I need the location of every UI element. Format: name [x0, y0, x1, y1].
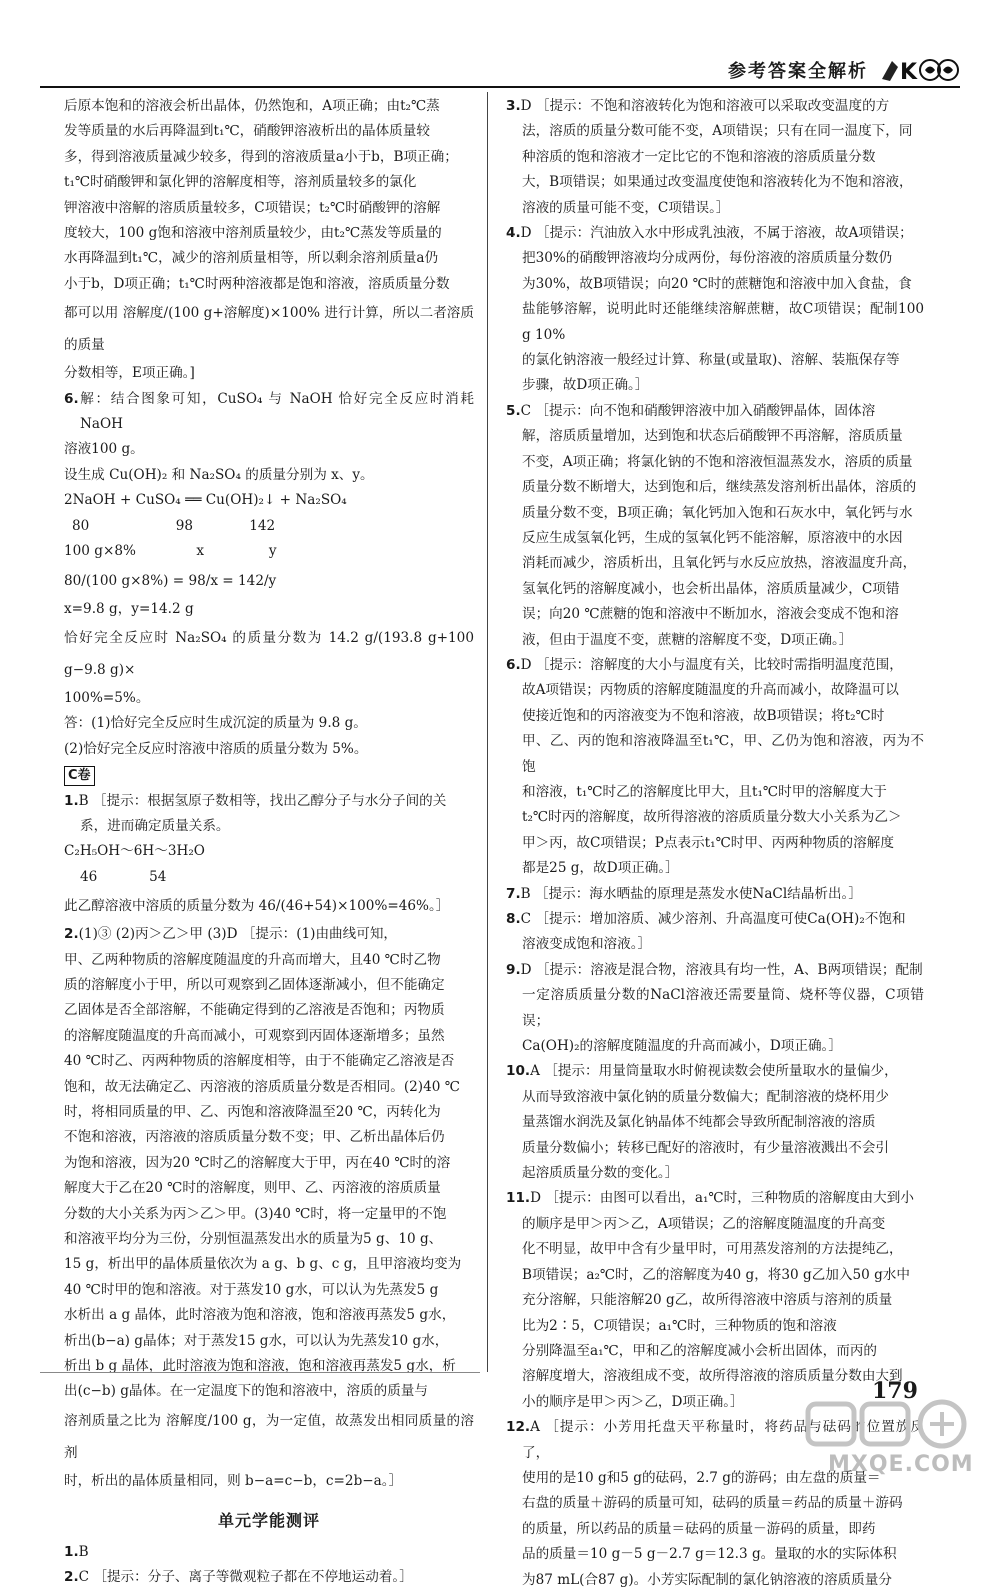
text-line: 答：(1)恰好完全反应时生成沉淀的质量为 9.8 g。 [64, 715, 367, 732]
text-line: 小的顺序是甲＞丙＞乙，D项正确。］ [522, 1393, 744, 1410]
text-line: 溶液100 g。 [64, 441, 144, 458]
text-line: 起溶质质量分数的变化。］ [522, 1165, 679, 1182]
text-line: 的溶解度随温度的升高而减小，可观察到丙固体逐渐增多；虽然 [64, 1027, 445, 1044]
text-line: 甲＞丙，故C项错误；P点表示t₁℃时甲、丙两种物质的溶解度 [522, 834, 894, 851]
text-line: 比为2∶5，C项错误；a₁℃时，三种物质的饱和溶液 [522, 1317, 837, 1334]
text-line: 法，溶质的质量分数可能不变，A项错误；只有在同一温度下，同 [522, 123, 913, 140]
question-number: 7. [506, 885, 521, 902]
text-line: 解度大于乙在20 ℃时的溶解度，则甲、乙、丙溶液的溶质质量 [64, 1180, 441, 1197]
text-line: 小于b，D项正确；t₁℃时两种溶液都是饱和溶液，溶质质量分数 [64, 275, 450, 292]
text-line: 一定溶质质量分数的NaCl溶液还需要量筒、烧杯等仪器，C项错误； [522, 987, 924, 1029]
equation-line: C₂H₅OH～6H～3H₂O [64, 843, 205, 860]
answer-item-3 [506, 94, 924, 119]
question-number: 9. [506, 961, 521, 978]
text-line: 的氯化钠溶液一般经过计算、称量(或量取)、溶解、装瓶保存等 [522, 352, 900, 369]
equation-line: 80/(100 g×8%) = 98/x = 142/y [64, 572, 277, 589]
text-line: 水再降温到t₁℃，减少的溶剂质量相等，所以剩余溶剂质量a仍 [64, 250, 439, 267]
text-line: (2)恰好完全反应时溶液中溶质的质量分数为 5%。 [64, 740, 368, 757]
text-line: 分数相等，E项正确。] [64, 365, 195, 382]
question-number: 1. [64, 792, 79, 809]
text-line: 液，但由于温度不变，蔗糖的溶解度不变，D项正确。］ [522, 631, 853, 648]
question-number: 1. [64, 1543, 79, 1560]
text-line: 种溶质的饱和溶液才一定比它的不饱和溶液的溶质质量分数 [522, 148, 876, 165]
question-number: 10. [506, 1063, 531, 1080]
text-line: B ［提示：海水晒盐的原理是蒸发水使NaCl结晶析出。］ [520, 885, 862, 902]
text-line: 此乙醇溶液中溶质的质量分数为 46/(46+54)×100%=46%。］ [64, 898, 450, 915]
question-number: 2. [64, 926, 79, 943]
text-line: D ［提示：溶解度的大小与温度有关，比较时需指明温度范围， [520, 656, 903, 673]
brand-logo-icon [878, 55, 960, 85]
text-line: 化不明显，故甲中含有少量甲时，可用蒸发溶剂的方法提纯乙， [522, 1241, 903, 1258]
text-line: 都可以用 溶解度/(100 g+溶解度)×100% 进行计算，所以二者溶质的质量 [64, 305, 474, 354]
answer-item-10 [506, 1059, 924, 1084]
text-line: C ［提示：分子、离子等微观粒子都在不停地运动着。］ [78, 1569, 413, 1586]
text-line: D ［提示：由图可以看出，a₁℃时，三种物质的溶解度由大到小 [530, 1190, 914, 1207]
text-line: 误；向20 ℃蔗糖的饱和溶液中不断加水，溶液会变成不饱和溶 [522, 606, 899, 623]
text-line: 解：结合图象可知，CuSO₄ 与 NaOH 恰好完全反应时消耗 NaOH [78, 390, 474, 433]
text-line: 充分溶解，只能溶解20 g乙，故所得溶液中溶质与溶剂的质量 [522, 1292, 893, 1309]
text-line: B [78, 1543, 89, 1560]
question-number: 6. [506, 656, 521, 673]
text-line: D ［提示：溶液是混合物，溶液具有均一性，A、B两项错误；配制 [520, 961, 923, 978]
question-number: 5. [506, 402, 521, 419]
header-rule [40, 86, 960, 88]
text-line: 分别降温至a₁℃，甲和乙的溶解度减小会析出固体，而丙的 [522, 1342, 878, 1359]
text-line: 右盘的质量＋游码的质量可知，砝码的质量＝药品的质量＋游码 [522, 1495, 903, 1512]
answer-item-8 [506, 907, 924, 932]
answer-item-7 [506, 882, 924, 907]
text-line: 大，B项错误；如果通过改变温度使饱和溶液转化为不饱和溶液， [522, 174, 913, 191]
answer-item-6 [506, 653, 924, 678]
question-number: 3. [506, 98, 521, 114]
answer-item-11 [506, 1186, 924, 1211]
text-line: 时，析出的晶体质量相同，则 b−a=c−b，c=2b−a。］ [64, 1472, 403, 1489]
answer-item-6 [64, 387, 474, 438]
text-line: 步骤，故D项正确。］ [522, 377, 649, 394]
text-line: 饱和，故无法确定乙、丙溶液的溶质质量分数是否相同。(2)40 ℃ [64, 1078, 460, 1095]
equation-line: 100 g×8% x y [64, 543, 277, 560]
text-line: 40 ℃时甲的饱和溶液。对于蒸发10 g水，可以认为先蒸发5 g [64, 1281, 439, 1298]
text-line: 从而导致溶液中氯化钠的质量分数偏大；配制溶液的烧杯用少 [522, 1088, 890, 1105]
header-title: 参考答案全解析 [728, 61, 868, 82]
question-number: 12. [506, 1419, 531, 1436]
text-line: 时，将相同质量的甲、乙、丙饱和溶液降温至20 ℃，丙转化为 [64, 1104, 441, 1120]
text-line: 和溶液平均分为三份，分别恒温蒸发出水的质量为5 g、10 g、 [64, 1231, 443, 1248]
text-line: A ［提示：小芳用托盘天平称量时，将药品与砝码的位置放反了， [522, 1419, 924, 1461]
equation-line: 80 98 142 [72, 517, 276, 534]
footer-rule [40, 1372, 480, 1373]
text-line: 质量分数不变，B项正确；氧化钙加入饱和石灰水中，氧化钙与水 [522, 504, 913, 521]
text-line: 和溶液，t₁℃时乙的溶解度比甲大，且t₁℃时甲的溶解度大于 [522, 783, 887, 800]
page-number: 179 [872, 1378, 918, 1404]
answer-item-9 [506, 958, 924, 983]
page-header [728, 52, 960, 88]
text-line: 氢氧化钙的溶解度减小，也会析出晶体，溶质质量减少，C项错 [522, 580, 900, 597]
text-line: 不变，A项正确；将氯化钠的不饱和溶液恒温蒸发水，溶质的质量 [522, 453, 913, 470]
text-line: A ［提示：用量筒量取水时俯视读数会使所量取水的量偏少， [530, 1063, 898, 1080]
text-line: 多，得到溶液质量减少较多，得到的溶液质量a小于b，B项正确； [64, 148, 458, 165]
text-line: D ［提示：不饱和溶液转化为饱和溶液可以采取改变温度的方 [520, 98, 890, 114]
text-line: 使用的是10 g和5 g的砝码，2.7 g的游码；由左盘的质量＝ [522, 1469, 881, 1486]
text-line: 消耗而减少，溶质析出，且氧化钙与水反应放热，溶液温度升高， [522, 555, 917, 572]
text-line: 甲、乙两种物质的溶解度随温度的升高而增大，且40 ℃时乙物 [64, 951, 441, 968]
text-line: 分数的大小关系为丙＞乙＞甲。(3)40 ℃时，将一定量甲的不饱 [64, 1205, 447, 1222]
question-number: 4. [506, 225, 521, 242]
text-line: 质量分数偏小；转移已配好的溶液时，有少量溶液溅出不会引 [522, 1139, 890, 1156]
question-number: 2. [64, 1569, 79, 1586]
text-line: 析出(b−a) g晶体；对于蒸发15 g水，可以认为先蒸发10 g水， [64, 1332, 449, 1349]
text-line: C ［提示：增加溶质、减少溶剂、升高温度可使Ca(OH)₂不饱和 [520, 911, 906, 927]
text-line: 为87 mL(合87 g)。小芳实际配制的氯化钠溶液的溶质质量分 [522, 1571, 892, 1588]
text-line: 40 ℃时乙、丙两种物质的溶解度相等，由于不能确定乙溶液是否 [64, 1053, 455, 1070]
text-line: 都是25 g，故D项正确。］ [522, 860, 679, 877]
text-line: 质量分数不断增大，达到饱和后，继续蒸发溶剂析出晶体，溶质的 [522, 479, 917, 496]
text-line: C ［提示：向不饱和硝酸钾溶液中加入硝酸钾晶体，固体溶 [520, 402, 876, 419]
text-line: 品的质量＝10 g－5 g－2.7 g＝12.3 g。量取的水的实际体积 [522, 1546, 897, 1563]
answer-item-c1 [64, 789, 474, 814]
unit-title: 单元学能测评 [217, 1511, 320, 1531]
text-line: 为饱和溶液，因为20 ℃时乙的溶解度大于甲，丙在40 ℃时的溶 [64, 1154, 451, 1171]
watermark-text: MXQE.COM [828, 1452, 974, 1477]
text-line: 钾溶液中溶解的溶质质量较多，C项错误；t₂℃时硝酸钾的溶解 [64, 199, 441, 216]
text-line: 水析出 a g 晶体，此时溶液为饱和溶液，饱和溶液再蒸发5 g水， [64, 1307, 456, 1324]
column-divider [487, 92, 488, 1372]
answer-item-5 [506, 399, 924, 424]
text-line: 发等质量的水后再降温到t₁℃，硝酸钾溶液析出的晶体质量较 [64, 123, 430, 140]
equation-line: 2NaOH + CuSO₄ ══ Cu(OH)₂↓ + Na₂SO₄ [64, 492, 347, 509]
text-line: 溶解度增大，溶液组成不变，故所得溶液的溶质质量分数由大到 [522, 1368, 903, 1385]
text-line: t₁℃时硝酸钾和氯化钾的溶解度相等，溶剂质量较多的氯化 [64, 174, 417, 191]
text-line: 不饱和溶液，丙溶液的溶质质量分数不变；甲、乙析出晶体后仍 [64, 1129, 445, 1146]
text-line: 溶液变成饱和溶液。］ [522, 936, 652, 953]
equation-line: 46 54 [80, 868, 167, 885]
text-line: B ［提示：根据氢原子数相等，找出乙醇分子与水分子间的关 [78, 792, 447, 809]
text-line: 析出 b g 晶体，此时溶液为饱和溶液，饱和溶液再蒸发5 g水，析 [64, 1358, 456, 1375]
text-line: 溶剂质量之比为 溶解度/100 g，为一定值，故蒸发出相同质量的溶剂 [64, 1412, 474, 1461]
question-number: 8. [506, 911, 521, 927]
answer-item-u1 [64, 1540, 474, 1565]
text-line: (1)③ (2)丙＞乙＞甲 (3)D ［提示：(1)由曲线可知， [78, 926, 398, 943]
text-line: 甲、乙、丙的饱和溶液降温至t₁℃，甲、乙仍为饱和溶液，丙为不饱 [522, 733, 924, 775]
answer-item-4 [506, 221, 924, 246]
text-line: 量蒸馏水润洗及氯化钠晶体不纯都会导致所配制溶液的溶质 [522, 1114, 876, 1131]
text-line: 反应生成氢氧化钙，生成的氢氧化钙不能溶解，原溶液中的水因 [522, 529, 903, 546]
text-line: 使接近饱和的丙溶液变为不饱和溶液，故B项错误；将t₂℃时 [522, 707, 885, 724]
text-line: 质的溶解度小于甲，所以可观察到乙固体逐渐减小，但不能确定 [64, 976, 445, 993]
question-number: 11. [506, 1190, 531, 1207]
text-line: 的质量，所以药品的质量＝砝码的质量－游码的质量，即药 [522, 1520, 876, 1537]
text-line: 溶液的质量可能不变，C项错误。］ [522, 199, 730, 216]
text-line: 把30%的硝酸钾溶液均分成两份，每份溶液的溶质质量分数仍 [522, 250, 893, 267]
text-line: B项错误；a₂℃时，乙的溶解度为40 g，将30 g乙加入50 g水中 [522, 1266, 910, 1283]
section-label-c: C卷 [64, 766, 95, 786]
text-line: 为30%，故B项错误；向20 ℃时的蔗糖饱和溶液中加入食盐，食 [522, 275, 912, 292]
text-line: 后原本饱和的溶液会析出晶体，仍然饱和，A项正确；由t₂℃蒸 [64, 98, 440, 114]
question-number: 6. [64, 390, 79, 407]
text-line: 故A项错误；丙物质的溶解度随温度的升高而减小，故降温可以 [522, 682, 899, 699]
text-line: 系，进而确定质量关系。 [80, 817, 230, 834]
text-line: 设生成 Cu(OH)₂ 和 Na₂SO₄ 的质量分别为 x、y。 [64, 466, 374, 483]
text-line: 乙固体是否全部溶解，不能确定得到的乙溶液是否饱和；丙物质 [64, 1002, 445, 1019]
text-line: 解，溶质质量增加，达到饱和状态后硝酸钾不再溶解，溶质质量 [522, 428, 903, 445]
answer-item-u2 [64, 1565, 474, 1590]
text-line: D ［提示：汽油放入水中形成乳浊液，不属于溶液，故A项错误； [520, 225, 913, 242]
text-line: 恰好完全反应时 Na₂SO₄ 的质量分数为 14.2 g/(193.8 g+100 g−9.8 g)× [64, 629, 474, 678]
text-line: 15 g，析出甲的晶体质量依次为 a g、b g、c g，且甲溶液均变为 [64, 1256, 462, 1273]
text-line: 盐能够溶解，说明此时还能继续溶解蔗糖，故C项错误；配制100 g 10% [522, 301, 924, 343]
left-column [64, 94, 474, 1591]
text-line: 度较大，100 g饱和溶液中溶剂质量较少，由t₂℃蒸发等质量的 [64, 225, 442, 242]
text-line: 的顺序是甲＞丙＞乙，A项错误；乙的溶解度随温度的升高变 [522, 1215, 886, 1232]
equation-line: x=9.8 g，y=14.2 g [64, 600, 194, 617]
answer-item-c2 [64, 922, 474, 947]
text-line: Ca(OH)₂的溶解度随温度的升高而减小，D项正确。］ [522, 1038, 842, 1055]
text-line: 100%=5%。 [64, 689, 150, 706]
text-line: t₂℃时丙的溶解度，故所得溶液的溶质质量分数大小关系为乙＞ [522, 809, 902, 826]
logo-letter: K [900, 60, 918, 85]
right-column [506, 94, 924, 1593]
text-line: 出(c−b) g晶体。在一定温度下的饱和溶液中，溶质的质量与 [64, 1383, 428, 1400]
